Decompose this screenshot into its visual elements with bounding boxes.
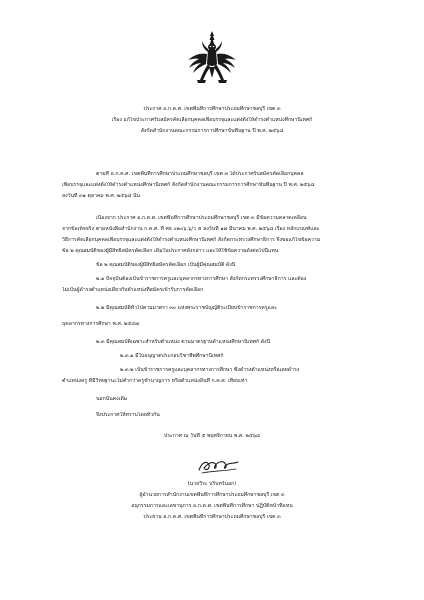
announcement-date: ประกาศ ณ วันที่ ๕ พฤศจิกายน พ.ศ. ๒๕๖๘ <box>163 433 261 439</box>
paragraph-line: วิธีการคัดเลือกบุคคลเพื่อบรรจุและแต่งตั้งให้ดำรงตำแหน่งศึกษานิเทศก์ สังกัดกระทรวงศึกษาธิการ จึงขอแก้ไขข้อความ <box>62 237 321 243</box>
clause-item: ไม่เป็นผู้ดำรงตำแหน่งเดียวกับตำแหน่งที่สมัครเข้ารับการคัดเลือก <box>62 287 204 293</box>
signatory-position: ผู้อำนวยการสำนักงานเขตพื้นที่การศึกษาประถมศึกษาชลบุรี เขต ๓ <box>139 492 285 498</box>
handwritten-signature-icon <box>196 456 242 476</box>
signatory-position: ประธาน อ.ก.ค.ศ. เขตพื้นที่การศึกษาประถมศึกษาชลบุรี เขต ๓ <box>143 514 281 520</box>
announcement-subject-line: สังกัดสำนักงานคณะกรรมการการศึกษาขั้นพื้นฐาน ปี พ.ศ. ๒๕๖๘ <box>140 128 284 134</box>
paragraph-line: ข้อ ๒ คุณสมบัติของผู้มีสิทธิสมัครคัดเลือก เดิมในประกาศดังกล่าว และให้ใช้ข้อความดังต่อไปนี้แทน <box>62 248 279 254</box>
paragraph-line: จากข้อเท็จจริง ตามหนังสือสำนักงาน ก.ค.ศ. ที่ ศธ ๐๒๐๖.๖/ว ๕ ลงวันที่ ๑๗ มีนาคม พ.ศ. ๒๕๖๘ เรื่อง หลักเกณฑ์และ <box>62 226 320 232</box>
garuda-emblem-icon <box>187 30 237 88</box>
clause-subitem: ๒.๓.๑ มีใบอนุญาตประกอบวิชาชีพศึกษานิเทศก์ <box>120 353 224 359</box>
signatory-position: อนุกรรมการและเลขานุการ อ.ก.ค.ศ. เขตพื้นที่การศึกษา ปฏิบัติหน้าที่แทน <box>131 503 293 509</box>
announcement-title: ประกาศ อ.ก.ค.ศ. เขตพื้นที่การศึกษาประถมศึกษาชลบุรี เขต ๓ <box>143 106 281 112</box>
clause-heading: ข้อ ๒ คุณสมบัติของผู้มีสิทธิสมัครคัดเลือก เป็นผู้มีคุณสมบัติ ดังนี้ <box>96 262 236 268</box>
clause-subitem: ตำแหน่งครู ที่มีวิทยฐานะไม่ต่ำกว่าครูชำนาญการ หรือตำแหน่งอื่นที่ ก.ค.ศ. เทียบเท่า <box>62 378 248 384</box>
clause-subitem: ๒.๓.๒ เป็นข้าราชการครูและบุคลากรทางการศึกษา ซึ่งดำรงตำแหน่งหรือเคยดำรง <box>120 367 300 373</box>
clause-item: ๒.๒ มีคุณสมบัติทั่วไปตามมาตรา ๓๐ แห่งพระราชบัญญัติระเบียบข้าราชการครูและ <box>96 305 277 311</box>
clause-item: บุคลากรทางการศึกษา พ.ศ. ๒๕๔๗ <box>62 321 140 327</box>
remainder-note: นอกนั้นคงเดิม <box>96 396 128 402</box>
clause-item: ๒.๓ มีคุณสมบัติเฉพาะสำหรับตำแหน่ง ตามมาตรฐานตำแหน่งศึกษานิเทศก์ ดังนี้ <box>96 339 271 345</box>
paragraph-line: ลงวันที่ ๓๑ ตุลาคม พ.ศ. ๒๕๖๘ นั้น <box>62 193 141 199</box>
paragraph-line: เนื่องจาก ประกาศ อ.ก.ค.ศ. เขตพื้นที่การศึกษาประถมศึกษาชลบุรี เขต ๓ มีข้อความคลาดเคลื่อน <box>96 215 307 221</box>
closing-statement: จึงประกาศให้ทราบโดยทั่วกัน <box>96 412 160 418</box>
announcement-subject-line: เรื่อง แก้ไขประกาศรับสมัครคัดเลือกบุคคลเพื่อบรรจุและแต่งตั้งให้ดำรงตำแหน่งศึกษานิเทศก์ <box>111 117 313 123</box>
clause-item: ๒.๑ ปัจจุบันต้องเป็นข้าราชการครูและบุคลากรทางการศึกษา สังกัดกระทรวงศึกษาธิการ และต้อง <box>96 276 307 282</box>
signatory-name: (นายวีระ บริบทร์นอก) <box>187 481 237 487</box>
paragraph-line: เพื่อบรรจุและแต่งตั้งให้ดำรงตำแหน่งศึกษานิเทศก์ สังกัดสำนักงานคณะกรรมการการศึกษาขั้นพื้นฐาน ปี พ.ศ. ๒๕๖๘ <box>62 182 315 188</box>
paragraph-line: ตามที่ อ.ก.ค.ศ. เขตพื้นที่การศึกษาประถมศึกษาชลบุรี เขต ๓ ได้ประกาศรับสมัครคัดเลือกบุคคล <box>96 171 304 177</box>
